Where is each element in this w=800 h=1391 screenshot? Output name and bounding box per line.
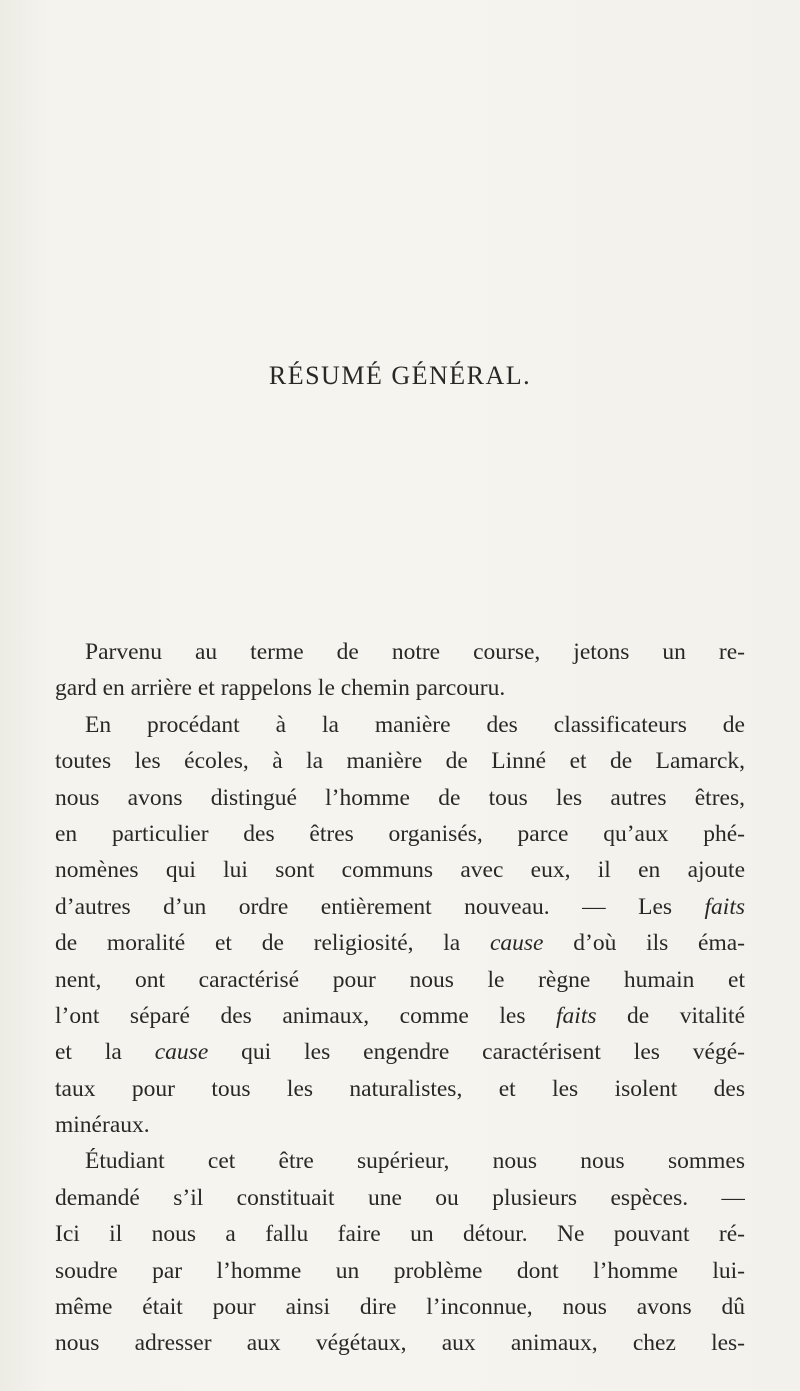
text-line: soudre par l’homme un problème dont l’homme lui- (55, 1257, 745, 1284)
italic-text: faits (556, 1002, 597, 1029)
text-line: gard en arrière et rappelons le chemin parcouru. (55, 675, 506, 702)
text-segment: de moralité et de religiosité, la (55, 930, 490, 957)
text-segment: d’où ils éma- (543, 930, 745, 957)
chapter-heading: RÉSUMÉ GÉNÉRAL. (268, 361, 532, 390)
text-line: Étudiant cet être supérieur, nous nous sommes (85, 1148, 745, 1175)
text-line: nomènes qui lui sont communs avec eux, il en ajoute (55, 857, 745, 884)
text-segment: l’ont séparé des animaux, comme les (55, 1002, 557, 1029)
text-line (55, 889, 745, 925)
text-segment: d’autres d’un ordre entièrement nouveau. — Les (55, 893, 705, 920)
text-line (55, 998, 745, 1034)
italic-text: faits (704, 893, 745, 920)
text-line: nous avons distingué l’homme de tous les autres êtres, (55, 784, 745, 811)
text-line: toutes les écoles, à la manière de Linné et de Lamarck, (55, 748, 745, 775)
text-line: Ici il nous a fallu faire un détour. Ne pouvant ré- (55, 1221, 745, 1248)
text-line (55, 925, 745, 961)
italic-text: cause (154, 1039, 209, 1066)
text-line (55, 1034, 745, 1070)
text-line: minéraux. (55, 1112, 150, 1139)
text-line: nent, ont caractérisé pour nous le règne humain et (55, 966, 745, 993)
text-segment: qui les engendre caractérisent les végé- (208, 1039, 745, 1066)
text-line: Parvenu au terme de notre course, jetons un re- (85, 639, 745, 665)
body-text (55, 634, 745, 1362)
text-line: même était pour ainsi dire l’inconnue, nous avons dû (55, 1294, 745, 1321)
text-line: en particulier des êtres organisés, parce qu’aux phé- (55, 820, 745, 847)
text-line: nous adresser aux végétaux, aux animaux, chez les- (55, 1330, 745, 1357)
text-line: En procédant à la manière des classificateurs de (85, 711, 745, 738)
italic-text: cause (489, 930, 544, 957)
text-line: taux pour tous les naturalistes, et les isolent des (55, 1075, 745, 1102)
text-segment: de vitalité (596, 1002, 745, 1029)
text-line: demandé s’il constituait une ou plusieurs espèces. — (55, 1184, 745, 1211)
text-segment: et la (55, 1039, 155, 1066)
